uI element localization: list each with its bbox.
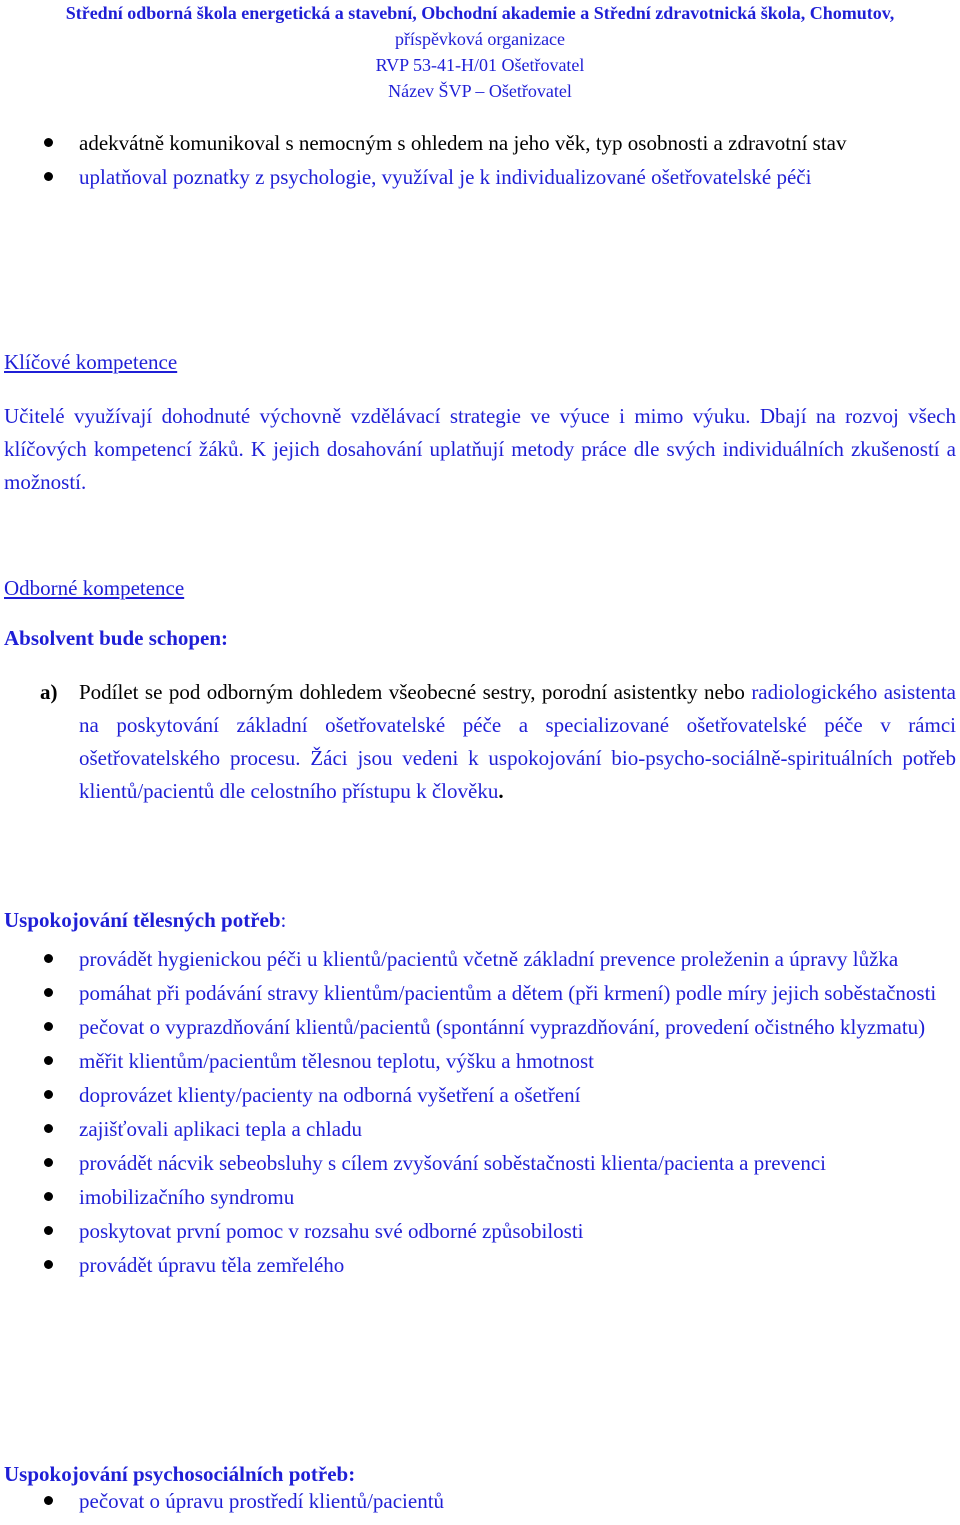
list-item: uplatňoval poznatky z psychologie, využíval je k individualizované ošetřovatelské péči: [4, 160, 956, 194]
physical-needs-list: [4, 942, 956, 1282]
list-item: provádět hygienickou péči u klientů/pacientů včetně základní prevence proleženin a úpravy lůžka: [4, 942, 956, 976]
professional-competences-section: [4, 576, 956, 808]
list-item: provádět úpravu těla zemřelého: [4, 1248, 956, 1282]
bullet-icon: [44, 1090, 53, 1099]
header-rvp: RVP 53-41-H/01 Ošetřovatel: [375, 55, 585, 75]
psychosocial-needs-heading: Uspokojování psychosociálních potřeb:: [4, 1462, 356, 1486]
bullet-icon: [44, 1056, 53, 1065]
bullet-icon: [44, 172, 53, 181]
list-item: adekvátně komunikoval s nemocným s ohledem na jeho věk, typ osobnosti a zdravotní stav: [4, 126, 956, 160]
header-school-name: Střední odborná škola energetická a stavební, Obchodní akademie a Střední zdravotnická škola, Chomutov,: [65, 3, 895, 23]
psychosocial-needs-section: [4, 1462, 956, 1518]
professional-competences-subheading: Absolvent bude schopen:: [4, 626, 229, 650]
bullet-icon: [44, 138, 53, 147]
bullet-icon: [44, 1022, 53, 1031]
key-competences-section: [4, 350, 956, 499]
bullet-icon: [44, 954, 53, 963]
bullet-icon: [44, 1496, 53, 1505]
physical-needs-section: [4, 908, 956, 1282]
bullet-icon: [44, 1260, 53, 1269]
bullet-icon: [44, 1124, 53, 1133]
psychosocial-needs-list: [4, 1484, 956, 1518]
bullet-icon: [44, 1226, 53, 1235]
physical-needs-heading: Uspokojování tělesných potřeb:: [4, 908, 287, 932]
top-bullet-list: [4, 126, 956, 194]
list-item: imobilizačního syndromu: [4, 1180, 956, 1214]
bullet-icon: [44, 1158, 53, 1167]
list-item: pečovat o úpravu prostředí klientů/pacientů: [4, 1484, 956, 1518]
header-organization: příspěvková organizace: [394, 29, 566, 49]
list-item: zajišťovali aplikaci tepla a chladu: [4, 1112, 956, 1146]
list-item: měřit klientům/pacientům tělesnou teplotu, výšku a hmotnost: [4, 1044, 956, 1078]
list-item: doprovázet klienty/pacienty na odborná vyšetření a ošetření: [4, 1078, 956, 1112]
bullet-icon: [44, 988, 53, 997]
professional-competences-heading: Odborné kompetence: [4, 576, 185, 600]
item-label: a): [40, 680, 58, 704]
list-item: pomáhat při podávání stravy klientům/pacientům a dětem (při krmení) podle míry jejich soběstačnosti: [4, 976, 956, 1010]
list-item: pečovat o vyprazdňování klientů/pacientů (spontánní vyprazdňování, provedení očistného klyzmatu): [4, 1010, 956, 1044]
key-competences-text: Učitelé využívají dohodnuté výchovně vzdělávací strategie ve výuce i mimo výuku. Dbají na rozvoj všech klíčových kompetencí žáků. K jejich dosahování uplatňují metody práce dle svých individuálních zkušeností a možností.: [4, 404, 956, 494]
header-svp: Název ŠVP – Ošetřovatel: [388, 81, 572, 101]
list-item: provádět nácvik sebeobsluhy s cílem zvyšování soběstačnosti klienta/pacienta a prevenci: [4, 1146, 956, 1180]
page-header: [0, 0, 960, 104]
competence-item-a: a) Podílet se pod odborným dohledem všeobecné sestry, porodní asistentky nebo radiologického asistenta na poskytování základní ošetřovatelské péče a specializované ošetřovatelské péče v rámci ošetřovatelského procesu. Žáci jsou vedeni k uspokojování bio-psycho-sociálně-spirituálních potřeb klientů/pacientů dle celostního přístupu k člověku.: [4, 676, 956, 808]
list-item: poskytovat první pomoc v rozsahu své odborné způsobilosti: [4, 1214, 956, 1248]
key-competences-heading: Klíčové kompetence: [4, 350, 178, 374]
bullet-icon: [44, 1192, 53, 1201]
